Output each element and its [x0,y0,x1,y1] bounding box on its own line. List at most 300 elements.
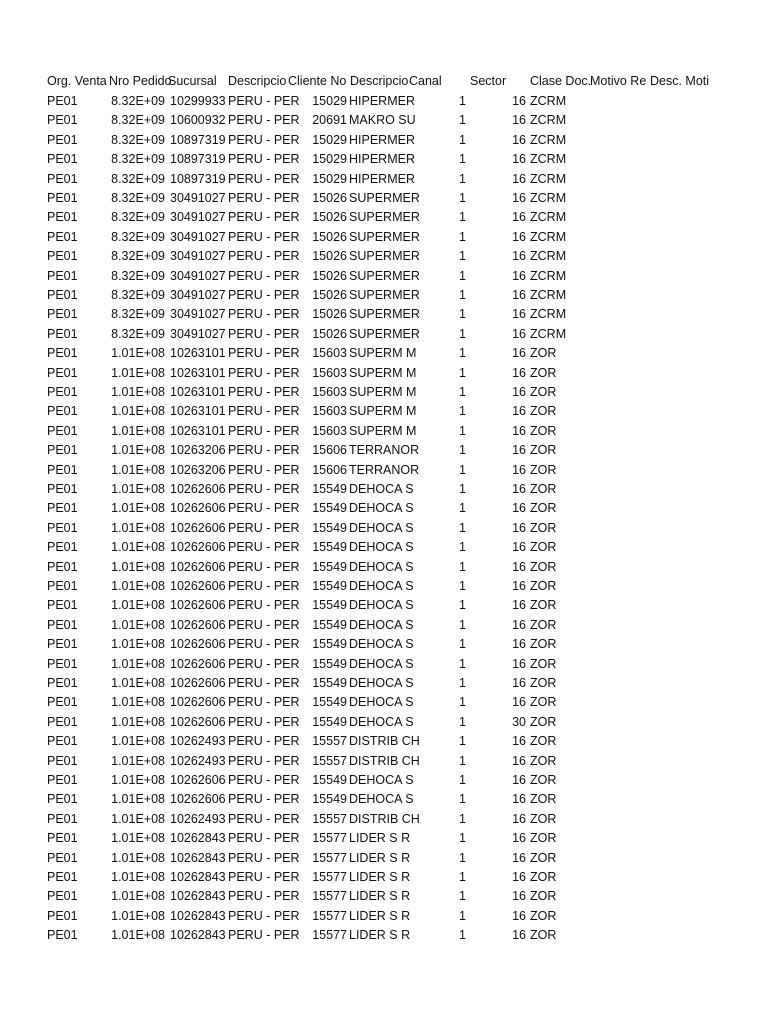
clase-doc-cell[interactable]: ZOR [530,346,557,361]
org-venta-cell[interactable]: PE01 [47,268,78,283]
descripcion-cell[interactable]: PERU - PER [228,113,300,128]
sucursal-cell[interactable]: 10262843 [170,928,226,943]
clase-doc-cell[interactable]: ZOR [530,462,557,477]
nro-pedido-cell[interactable]: 1.01E+08 [111,734,165,749]
canal-cell[interactable]: 1 [459,404,466,419]
nro-pedido-cell[interactable]: 8.32E+09 [111,288,165,302]
sucursal-cell[interactable]: 30491027 [170,210,226,225]
nro-pedido-cell[interactable]: 8.32E+09 [111,113,165,128]
org-venta-cell[interactable]: PE01 [47,423,78,438]
canal-cell[interactable]: 1 [459,443,466,458]
canal-cell[interactable]: 1 [459,637,466,652]
sucursal-cell[interactable]: 10263101 [170,385,226,399]
descripcion-cell[interactable]: PERU - PER [228,423,300,438]
nro-pedido-cell[interactable]: 8.32E+09 [111,326,165,341]
org-venta-cell[interactable]: PE01 [47,113,78,128]
sucursal-cell[interactable]: 10262843 [170,908,226,923]
org-venta-cell[interactable]: PE01 [47,482,78,496]
clase-doc-cell[interactable]: ZCRM [530,171,567,186]
clase-doc-cell[interactable]: ZOR [530,676,557,690]
descripcion-cliente-cell[interactable]: MAKRO SU [349,113,416,128]
canal-cell[interactable]: 1 [459,385,466,399]
cliente-no-cell[interactable]: 15577 [312,928,347,943]
nro-pedido-cell[interactable]: 8.32E+09 [111,171,165,186]
org-venta-cell[interactable]: PE01 [47,792,78,807]
sucursal-cell[interactable]: 10299933 [170,94,226,108]
sector-cell[interactable]: 16 [512,579,526,593]
cliente-no-cell[interactable]: 15603 [312,365,347,380]
sector-cell[interactable]: 16 [512,676,526,690]
cliente-no-cell[interactable]: 15029 [312,152,347,167]
clase-doc-cell[interactable]: ZOR [530,656,557,671]
canal-cell[interactable]: 1 [459,676,466,690]
sector-cell[interactable]: 16 [512,443,526,458]
clase-doc-cell[interactable]: ZOR [530,404,557,419]
sucursal-cell[interactable]: 10262606 [170,501,226,516]
descripcion-cell[interactable]: PERU - PER [228,365,300,380]
clase-doc-cell[interactable]: ZOR [530,870,557,884]
org-venta-cell[interactable]: PE01 [47,94,78,108]
cliente-no-cell[interactable]: 15549 [312,617,347,632]
cliente-no-cell[interactable]: 15026 [312,229,347,244]
canal-cell[interactable]: 1 [459,598,466,613]
sucursal-cell[interactable]: 10262606 [170,695,226,710]
nro-pedido-cell[interactable]: 8.32E+09 [111,152,165,167]
descripcion-cliente-cell[interactable]: DEHOCA S [349,695,414,710]
org-venta-cell[interactable]: PE01 [47,307,78,322]
org-venta-cell[interactable]: PE01 [47,753,78,768]
descripcion-cell[interactable]: PERU - PER [228,908,300,923]
clase-doc-cell[interactable]: ZOR [530,773,557,787]
canal-cell[interactable]: 1 [459,695,466,710]
clase-doc-cell[interactable]: ZOR [530,928,557,943]
canal-cell[interactable]: 1 [459,831,466,846]
clase-doc-cell[interactable]: ZOR [530,520,557,535]
cliente-no-cell[interactable]: 15549 [312,559,347,574]
nro-pedido-cell[interactable]: 1.01E+08 [111,443,165,458]
clase-doc-cell[interactable]: ZOR [530,850,557,865]
clase-doc-cell[interactable]: ZOR [530,540,557,555]
descripcion-cliente-cell[interactable]: SUPERMER [349,210,420,225]
cliente-no-cell[interactable]: 15026 [312,268,347,283]
cliente-no-cell[interactable]: 15557 [312,753,347,768]
sucursal-cell[interactable]: 10897319 [170,171,226,186]
descripcion-cliente-cell[interactable]: DEHOCA S [349,617,414,632]
clase-doc-cell[interactable]: ZOR [530,443,557,458]
nro-pedido-cell[interactable]: 1.01E+08 [111,870,165,884]
descripcion-cell[interactable]: PERU - PER [228,288,300,302]
descripcion-cliente-cell[interactable]: DEHOCA S [349,501,414,516]
clase-doc-cell[interactable]: ZOR [530,385,557,399]
clase-doc-cell[interactable]: ZOR [530,734,557,749]
org-venta-cell[interactable]: PE01 [47,346,78,361]
sucursal-cell[interactable]: 10262606 [170,540,226,555]
sector-cell[interactable]: 16 [512,191,526,205]
sector-cell[interactable]: 16 [512,249,526,264]
clase-doc-cell[interactable]: ZOR [530,908,557,923]
descripcion-cliente-cell[interactable]: DEHOCA S [349,637,414,652]
nro-pedido-cell[interactable]: 1.01E+08 [111,346,165,361]
descripcion-cell[interactable]: PERU - PER [228,94,300,108]
descripcion-cliente-cell[interactable]: HIPERMER [349,94,415,108]
descripcion-cliente-cell[interactable]: LIDER S R [349,889,411,904]
canal-cell[interactable]: 1 [459,171,466,186]
cliente-no-cell[interactable]: 15026 [312,307,347,322]
header-nro-pedido[interactable]: Nro Pedido [109,74,172,88]
canal-cell[interactable]: 1 [459,113,466,128]
clase-doc-cell[interactable]: ZOR [530,714,557,729]
cliente-no-cell[interactable]: 15577 [312,831,347,846]
sucursal-cell[interactable]: 30491027 [170,268,226,283]
org-venta-cell[interactable]: PE01 [47,385,78,399]
descripcion-cell[interactable]: PERU - PER [228,443,300,458]
org-venta-cell[interactable]: PE01 [47,598,78,613]
descripcion-cell[interactable]: PERU - PER [228,191,300,205]
org-venta-cell[interactable]: PE01 [47,637,78,652]
sector-cell[interactable]: 16 [512,326,526,341]
org-venta-cell[interactable]: PE01 [47,540,78,555]
descripcion-cliente-cell[interactable]: HIPERMER [349,152,415,167]
org-venta-cell[interactable]: PE01 [47,870,78,884]
canal-cell[interactable]: 1 [459,423,466,438]
descripcion-cliente-cell[interactable]: SUPERM M [349,423,417,438]
nro-pedido-cell[interactable]: 1.01E+08 [111,656,165,671]
header-sucursal[interactable]: Sucursal [168,74,217,88]
cliente-no-cell[interactable]: 15026 [312,288,347,302]
cliente-no-cell[interactable]: 15577 [312,850,347,865]
sector-cell[interactable]: 30 [512,714,526,729]
descripcion-cell[interactable]: PERU - PER [228,210,300,225]
canal-cell[interactable]: 1 [459,249,466,264]
descripcion-cell[interactable]: PERU - PER [228,579,300,593]
nro-pedido-cell[interactable]: 1.01E+08 [111,850,165,865]
nro-pedido-cell[interactable]: 1.01E+08 [111,423,165,438]
clase-doc-cell[interactable]: ZOR [530,423,557,438]
nro-pedido-cell[interactable]: 1.01E+08 [111,559,165,574]
org-venta-cell[interactable]: PE01 [47,889,78,904]
org-venta-cell[interactable]: PE01 [47,676,78,690]
canal-cell[interactable]: 1 [459,714,466,729]
sucursal-cell[interactable]: 10262493 [170,811,226,826]
cliente-no-cell[interactable]: 15549 [312,695,347,710]
sucursal-cell[interactable]: 10262606 [170,520,226,535]
descripcion-cliente-cell[interactable]: LIDER S R [349,850,411,865]
canal-cell[interactable]: 1 [459,365,466,380]
org-venta-cell[interactable]: PE01 [47,462,78,477]
clase-doc-cell[interactable]: ZCRM [530,326,567,341]
org-venta-cell[interactable]: PE01 [47,288,78,302]
org-venta-cell[interactable]: PE01 [47,617,78,632]
clase-doc-cell[interactable]: ZOR [530,792,557,807]
sucursal-cell[interactable]: 10263101 [170,346,226,361]
cliente-no-cell[interactable]: 15557 [312,734,347,749]
sector-cell[interactable]: 16 [512,482,526,496]
sucursal-cell[interactable]: 10897319 [170,132,226,147]
canal-cell[interactable]: 1 [459,850,466,865]
descripcion-cell[interactable]: PERU - PER [228,928,300,943]
sucursal-cell[interactable]: 10262606 [170,773,226,787]
descripcion-cliente-cell[interactable]: SUPERMER [349,307,420,322]
sucursal-cell[interactable]: 30491027 [170,191,226,205]
canal-cell[interactable]: 1 [459,908,466,923]
cliente-no-cell[interactable]: 15549 [312,714,347,729]
cliente-no-cell[interactable]: 20691 [312,113,347,128]
sector-cell[interactable]: 16 [512,462,526,477]
sector-cell[interactable]: 16 [512,540,526,555]
canal-cell[interactable]: 1 [459,656,466,671]
nro-pedido-cell[interactable]: 1.01E+08 [111,598,165,613]
canal-cell[interactable]: 1 [459,94,466,108]
descripcion-cell[interactable]: PERU - PER [228,152,300,167]
org-venta-cell[interactable]: PE01 [47,132,78,147]
cliente-no-cell[interactable]: 15549 [312,579,347,593]
clase-doc-cell[interactable]: ZCRM [530,249,567,264]
canal-cell[interactable]: 1 [459,288,466,302]
sector-cell[interactable]: 16 [512,889,526,904]
cliente-no-cell[interactable]: 15029 [312,171,347,186]
sucursal-cell[interactable]: 10600932 [170,113,226,128]
descripcion-cell[interactable]: PERU - PER [228,404,300,419]
descripcion-cliente-cell[interactable]: DEHOCA S [349,559,414,574]
org-venta-cell[interactable]: PE01 [47,404,78,419]
canal-cell[interactable]: 1 [459,734,466,749]
sucursal-cell[interactable]: 10897319 [170,152,226,167]
descripcion-cliente-cell[interactable]: LIDER S R [349,870,411,884]
canal-cell[interactable]: 1 [459,928,466,943]
nro-pedido-cell[interactable]: 1.01E+08 [111,520,165,535]
nro-pedido-cell[interactable]: 1.01E+08 [111,579,165,593]
sector-cell[interactable]: 16 [512,307,526,322]
sector-cell[interactable]: 16 [512,385,526,399]
descripcion-cliente-cell[interactable]: SUPERMER [349,268,420,283]
sector-cell[interactable]: 16 [512,617,526,632]
canal-cell[interactable]: 1 [459,501,466,516]
sector-cell[interactable]: 16 [512,559,526,574]
descripcion-cliente-cell[interactable]: TERRANOR [349,443,420,458]
descripcion-cliente-cell[interactable]: DEHOCA S [349,676,414,690]
descripcion-cliente-cell[interactable]: SUPERMER [349,288,420,302]
sector-cell[interactable]: 16 [512,346,526,361]
descripcion-cliente-cell[interactable]: SUPERM M [349,404,417,419]
canal-cell[interactable]: 1 [459,811,466,826]
cliente-no-cell[interactable]: 15603 [312,385,347,399]
canal-cell[interactable]: 1 [459,152,466,167]
sector-cell[interactable]: 16 [512,870,526,884]
descripcion-cell[interactable]: PERU - PER [228,773,300,787]
canal-cell[interactable]: 1 [459,753,466,768]
clase-doc-cell[interactable]: ZOR [530,482,557,496]
sector-cell[interactable]: 16 [512,908,526,923]
descripcion-cliente-cell[interactable]: LIDER S R [349,928,411,943]
descripcion-cell[interactable]: PERU - PER [228,462,300,477]
descripcion-cell[interactable]: PERU - PER [228,656,300,671]
header-sector[interactable]: Sector [470,74,507,88]
nro-pedido-cell[interactable]: 1.01E+08 [111,831,165,846]
sector-cell[interactable]: 16 [512,637,526,652]
clase-doc-cell[interactable]: ZCRM [530,229,567,244]
cliente-no-cell[interactable]: 15026 [312,210,347,225]
clase-doc-cell[interactable]: ZOR [530,598,557,613]
descripcion-cell[interactable]: PERU - PER [228,249,300,264]
nro-pedido-cell[interactable]: 1.01E+08 [111,792,165,807]
canal-cell[interactable]: 1 [459,559,466,574]
canal-cell[interactable]: 1 [459,482,466,496]
clase-doc-cell[interactable]: ZOR [530,365,557,380]
canal-cell[interactable]: 1 [459,870,466,884]
cliente-no-cell[interactable]: 15026 [312,326,347,341]
cliente-no-cell[interactable]: 15549 [312,520,347,535]
descripcion-cliente-cell[interactable]: SUPERMER [349,326,420,341]
descripcion-cliente-cell[interactable]: LIDER S R [349,908,411,923]
nro-pedido-cell[interactable]: 1.01E+08 [111,637,165,652]
org-venta-cell[interactable]: PE01 [47,734,78,749]
sector-cell[interactable]: 16 [512,598,526,613]
canal-cell[interactable]: 1 [459,346,466,361]
header-clase-doc[interactable]: Clase Doc. [530,74,592,88]
org-venta-cell[interactable]: PE01 [47,928,78,943]
org-venta-cell[interactable]: PE01 [47,773,78,787]
clase-doc-cell[interactable]: ZCRM [530,132,567,147]
sucursal-cell[interactable]: 10262606 [170,482,226,496]
canal-cell[interactable]: 1 [459,792,466,807]
sector-cell[interactable]: 16 [512,656,526,671]
canal-cell[interactable]: 1 [459,326,466,341]
cliente-no-cell[interactable]: 15549 [312,540,347,555]
clase-doc-cell[interactable]: ZCRM [530,113,567,128]
descripcion-cell[interactable]: PERU - PER [228,540,300,555]
org-venta-cell[interactable]: PE01 [47,520,78,535]
sector-cell[interactable]: 16 [512,423,526,438]
descripcion-cell[interactable]: PERU - PER [228,637,300,652]
clase-doc-cell[interactable]: ZOR [530,811,557,826]
clase-doc-cell[interactable]: ZCRM [530,94,567,108]
org-venta-cell[interactable]: PE01 [47,152,78,167]
clase-doc-cell[interactable]: ZOR [530,889,557,904]
descripcion-cliente-cell[interactable]: DEHOCA S [349,598,414,613]
descripcion-cell[interactable]: PERU - PER [228,676,300,690]
nro-pedido-cell[interactable]: 1.01E+08 [111,889,165,904]
descripcion-cliente-cell[interactable]: DEHOCA S [349,792,414,807]
descripcion-cell[interactable]: PERU - PER [228,870,300,884]
nro-pedido-cell[interactable]: 1.01E+08 [111,811,165,826]
nro-pedido-cell[interactable]: 8.32E+09 [111,229,165,244]
descripcion-cliente-cell[interactable]: DEHOCA S [349,656,414,671]
org-venta-cell[interactable]: PE01 [47,579,78,593]
descripcion-cell[interactable]: PERU - PER [228,753,300,768]
cliente-no-cell[interactable]: 15029 [312,132,347,147]
descripcion-cliente-cell[interactable]: SUPERM M [349,385,417,399]
descripcion-cliente-cell[interactable]: SUPERMER [349,249,420,264]
canal-cell[interactable]: 1 [459,520,466,535]
nro-pedido-cell[interactable]: 1.01E+08 [111,714,165,729]
cliente-no-cell[interactable]: 15603 [312,423,347,438]
descripcion-cell[interactable]: PERU - PER [228,695,300,710]
clase-doc-cell[interactable]: ZOR [530,753,557,768]
sucursal-cell[interactable]: 10262843 [170,889,226,904]
sector-cell[interactable]: 16 [512,850,526,865]
nro-pedido-cell[interactable]: 1.01E+08 [111,695,165,710]
clase-doc-cell[interactable]: ZCRM [530,210,567,225]
descripcion-cliente-cell[interactable]: SUPERMER [349,229,420,244]
sucursal-cell[interactable]: 30491027 [170,307,226,322]
descripcion-cliente-cell[interactable]: HIPERMER [349,171,415,186]
sucursal-cell[interactable]: 10262493 [170,753,226,768]
descripcion-cliente-cell[interactable]: HIPERMER [349,132,415,147]
sector-cell[interactable]: 16 [512,753,526,768]
cliente-no-cell[interactable]: 15549 [312,656,347,671]
descripcion-cliente-cell[interactable]: DEHOCA S [349,714,414,729]
canal-cell[interactable]: 1 [459,540,466,555]
sector-cell[interactable]: 16 [512,734,526,749]
descripcion-cell[interactable]: PERU - PER [228,792,300,807]
canal-cell[interactable]: 1 [459,210,466,225]
org-venta-cell[interactable]: PE01 [47,501,78,516]
sector-cell[interactable]: 16 [512,792,526,807]
descripcion-cliente-cell[interactable]: DEHOCA S [349,773,414,787]
descripcion-cell[interactable]: PERU - PER [228,734,300,749]
descripcion-cliente-cell[interactable]: DISTRIB CH [349,811,420,826]
sector-cell[interactable]: 16 [512,928,526,943]
sucursal-cell[interactable]: 10262606 [170,637,226,652]
org-venta-cell[interactable]: PE01 [47,656,78,671]
descripcion-cliente-cell[interactable]: SUPERM M [349,346,417,361]
header-cliente-no[interactable]: Cliente No [288,74,347,88]
descripcion-cell[interactable]: PERU - PER [228,307,300,322]
canal-cell[interactable]: 1 [459,617,466,632]
cliente-no-cell[interactable]: 15549 [312,773,347,787]
nro-pedido-cell[interactable]: 1.01E+08 [111,928,165,943]
descripcion-cliente-cell[interactable]: DEHOCA S [349,579,414,593]
cliente-no-cell[interactable]: 15549 [312,598,347,613]
header-desc-motivo[interactable]: Desc. Moti [650,74,710,88]
clase-doc-cell[interactable]: ZOR [530,579,557,593]
sucursal-cell[interactable]: 10262606 [170,559,226,574]
cliente-no-cell[interactable]: 15026 [312,191,347,205]
org-venta-cell[interactable]: PE01 [47,210,78,225]
cliente-no-cell[interactable]: 15549 [312,637,347,652]
nro-pedido-cell[interactable]: 8.32E+09 [111,210,165,225]
cliente-no-cell[interactable]: 15549 [312,482,347,496]
sector-cell[interactable]: 16 [512,773,526,787]
descripcion-cell[interactable]: PERU - PER [228,346,300,361]
nro-pedido-cell[interactable]: 1.01E+08 [111,385,165,399]
descripcion-cell[interactable]: PERU - PER [228,811,300,826]
nro-pedido-cell[interactable]: 1.01E+08 [111,540,165,555]
canal-cell[interactable]: 1 [459,307,466,322]
canal-cell[interactable]: 1 [459,773,466,787]
header-canal[interactable]: Canal [409,74,442,88]
canal-cell[interactable]: 1 [459,268,466,283]
sucursal-cell[interactable]: 10262606 [170,676,226,690]
descripcion-cell[interactable]: PERU - PER [228,889,300,904]
clase-doc-cell[interactable]: ZOR [530,501,557,516]
org-venta-cell[interactable]: PE01 [47,695,78,710]
descripcion-cliente-cell[interactable]: DISTRIB CH [349,734,420,749]
descripcion-cliente-cell[interactable]: LIDER S R [349,831,411,846]
cliente-no-cell[interactable]: 15606 [312,462,347,477]
sucursal-cell[interactable]: 10263101 [170,404,226,419]
nro-pedido-cell[interactable]: 1.01E+08 [111,773,165,787]
descripcion-cliente-cell[interactable]: DEHOCA S [349,482,414,496]
org-venta-cell[interactable]: PE01 [47,249,78,264]
descripcion-cell[interactable]: PERU - PER [228,326,300,341]
descripcion-cell[interactable]: PERU - PER [228,482,300,496]
clase-doc-cell[interactable]: ZCRM [530,191,567,205]
cliente-no-cell[interactable]: 15577 [312,870,347,884]
sector-cell[interactable]: 16 [512,113,526,128]
cliente-no-cell[interactable]: 15549 [312,501,347,516]
nro-pedido-cell[interactable]: 1.01E+08 [111,753,165,768]
